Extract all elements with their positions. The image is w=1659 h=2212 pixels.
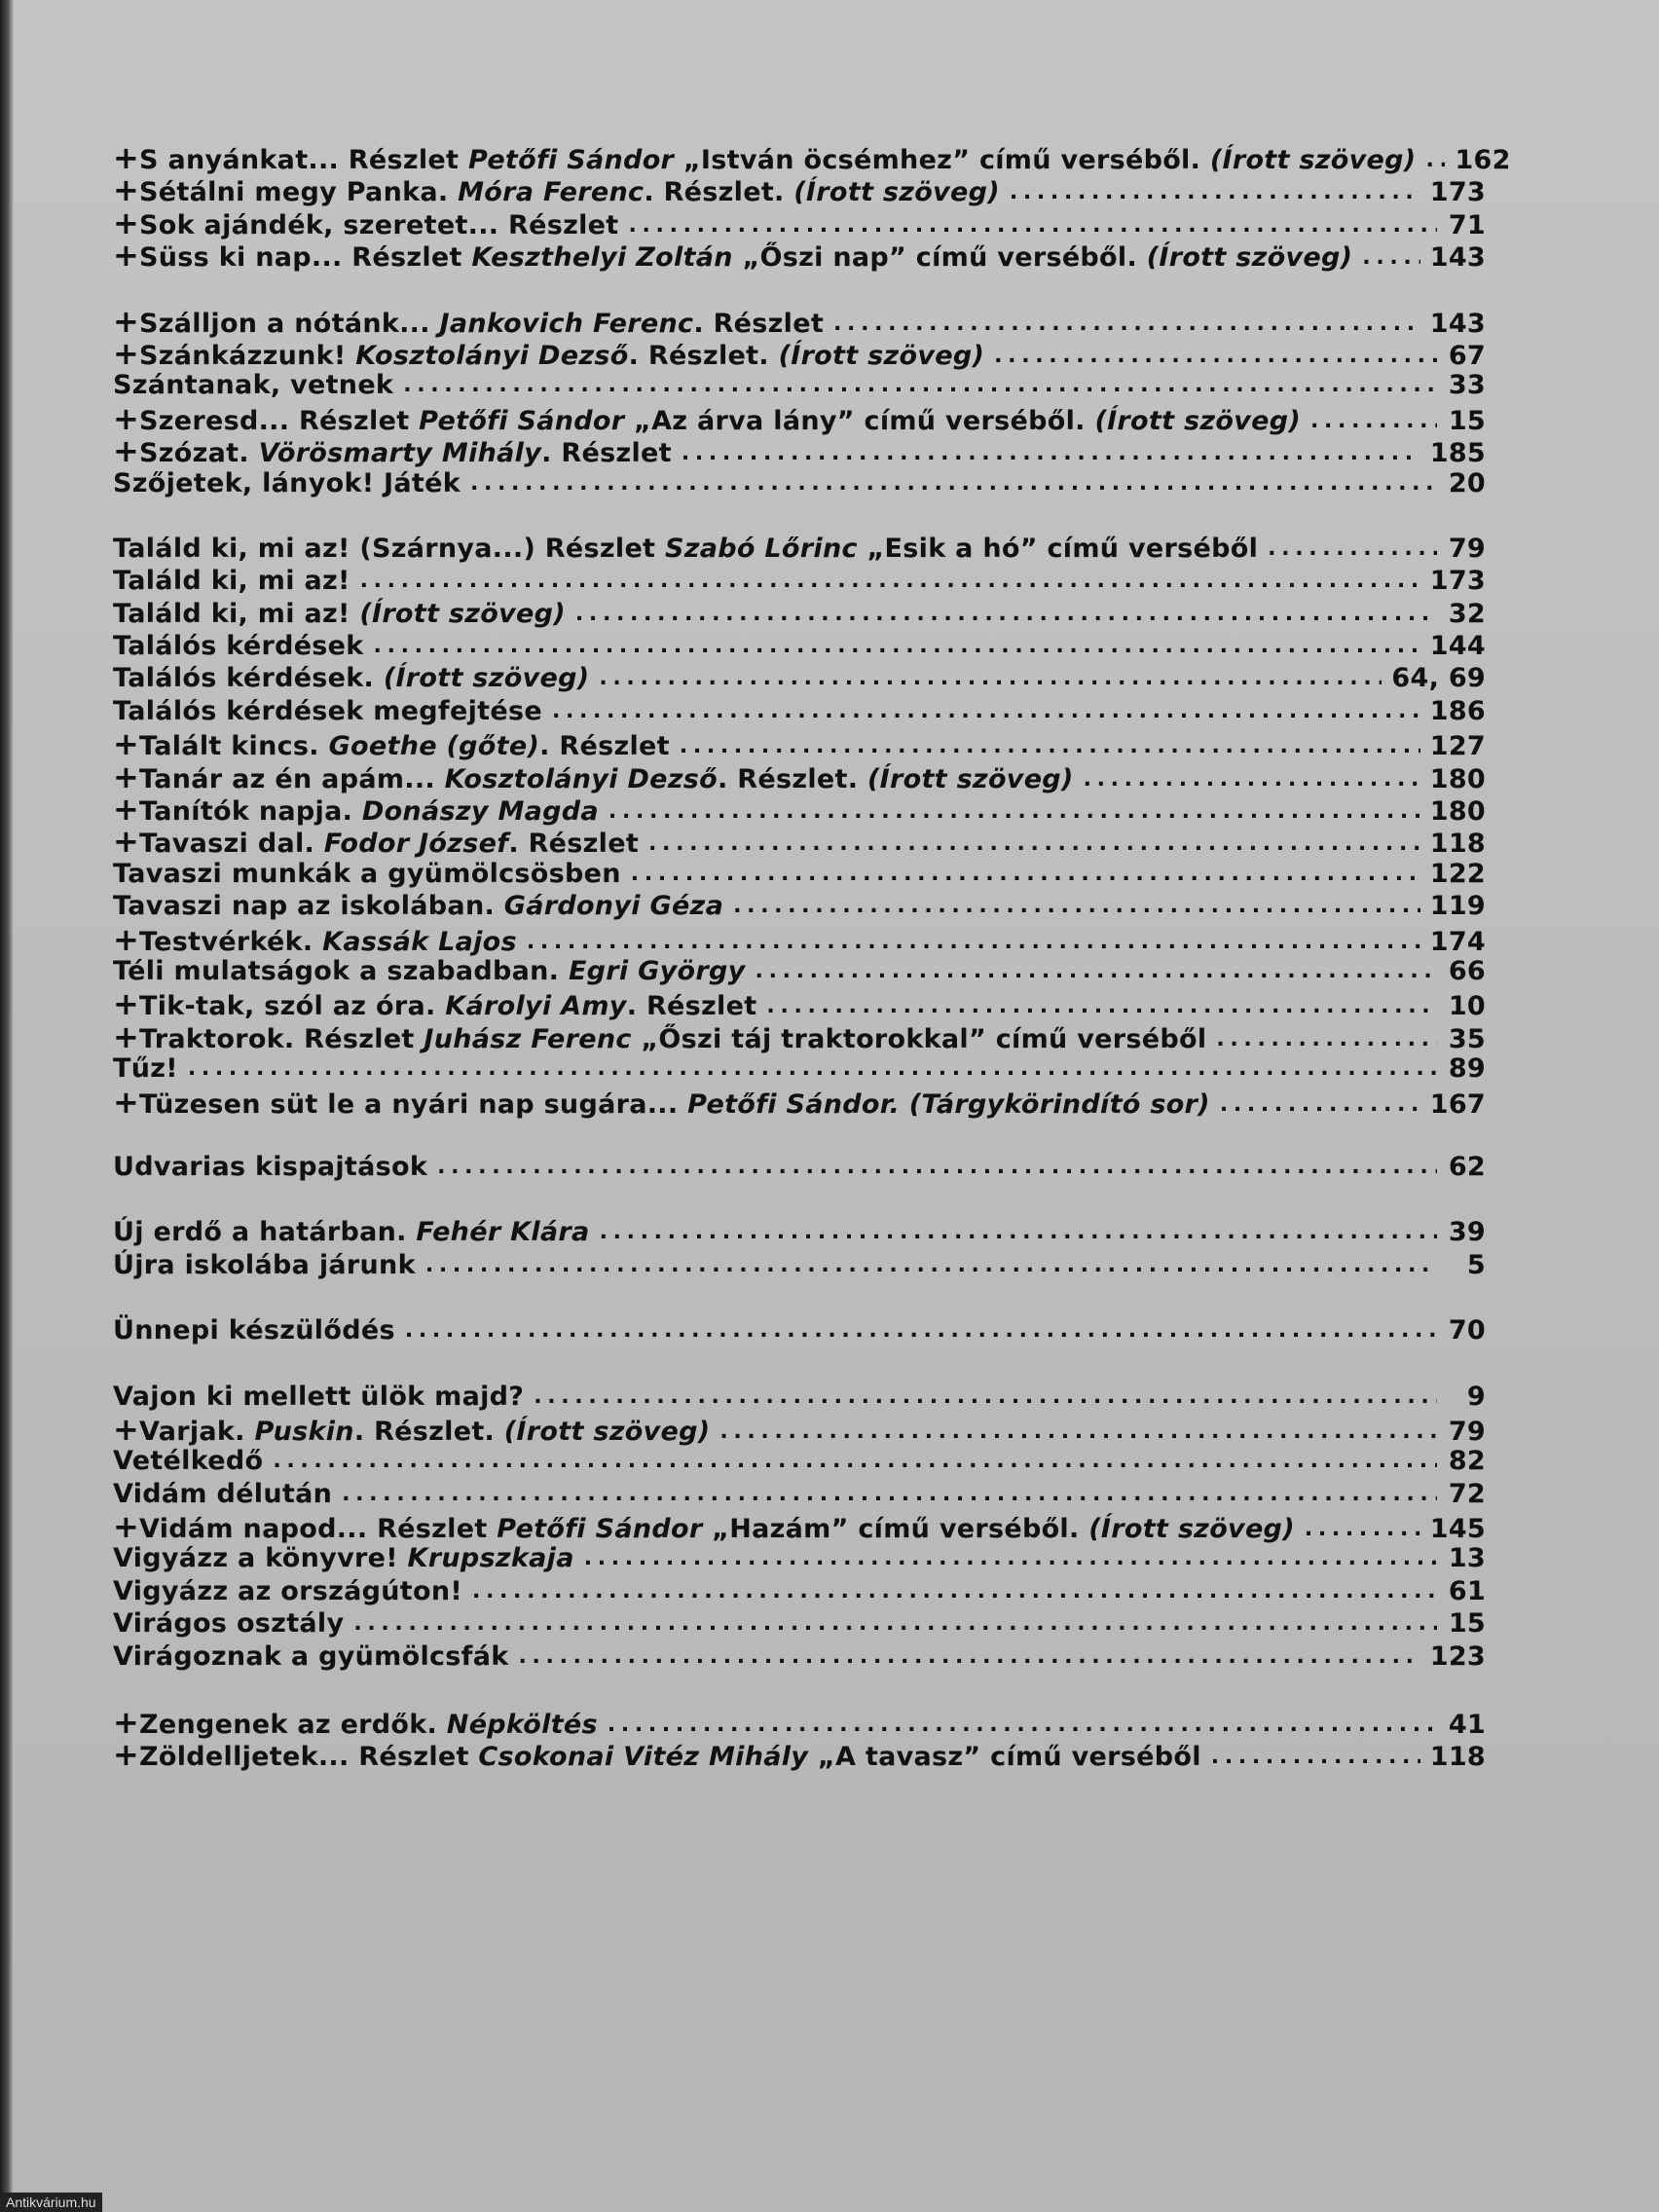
entry-title [113, 1053, 178, 1084]
dot-leader [719, 1415, 1437, 1445]
entry-italic-text: Goethe (gőte) [328, 731, 540, 762]
entry-italic-text: Gárdonyi Géza [503, 891, 724, 922]
index-entry [113, 1641, 1486, 1674]
entry-title [139, 731, 670, 761]
dot-leader [437, 1150, 1437, 1180]
entry-text: „Esik a hó” című verséből [857, 533, 1259, 564]
dot-leader [472, 1574, 1437, 1604]
index-entry [113, 1053, 1486, 1086]
entry-text: Vigyázz a könyvre! [113, 1543, 408, 1574]
entry-text: Találós kérdések megfejtése [113, 695, 542, 726]
entry-title [139, 829, 639, 859]
index-entry [113, 468, 1486, 500]
entry-title [113, 370, 393, 400]
entry-text: Találd ki, mi az! [113, 566, 350, 597]
page-number: 67 [1448, 340, 1486, 371]
entry-italic-text: Móra Ferenc [458, 177, 645, 208]
dot-leader [631, 857, 1420, 887]
entry-italic-text: (Írott szöveg) [1209, 145, 1417, 175]
entry-italic-text: Kosztolányi Dezső [355, 340, 629, 371]
page-number: 79 [1448, 533, 1486, 564]
entry-text: . Részlet. [628, 340, 779, 371]
dot-leader [1220, 1088, 1420, 1118]
index-entry [113, 1576, 1486, 1608]
index-entry [113, 1410, 1486, 1448]
entry-marker: + [113, 171, 140, 209]
entry-italic-text: Csokonai Vitéz Mihály [478, 1742, 809, 1773]
page-number: 39 [1448, 1217, 1486, 1248]
page-number: 123 [1429, 1641, 1486, 1672]
index-group [113, 534, 1486, 1119]
entry-title [139, 927, 517, 957]
index-entry [113, 171, 1486, 209]
index-entry [113, 1543, 1486, 1575]
page-number: 9 [1466, 1381, 1486, 1412]
page-number: 64, 69 [1391, 663, 1486, 694]
entry-marker: + [113, 823, 140, 861]
entry-text: . Részlet [539, 731, 670, 762]
page-number: 144 [1429, 631, 1486, 662]
entry-title [139, 1710, 598, 1740]
entry-title [139, 406, 1301, 436]
dot-leader [608, 794, 1420, 825]
entry-title [113, 891, 723, 921]
page-number: 33 [1448, 370, 1486, 401]
dot-leader [1211, 1740, 1420, 1770]
page-number: 5 [1466, 1249, 1486, 1280]
page-number: 186 [1429, 695, 1486, 726]
entry-text: Szálljon a nótánk... [139, 308, 440, 339]
entry-text: . Részlet [541, 438, 672, 469]
index-entry [113, 432, 1486, 470]
entry-italic-text: Vörösmarty Mihály [258, 438, 542, 469]
index-entry [113, 1508, 1486, 1546]
watermark: Antikvárium.hu [0, 2193, 102, 2212]
entry-title [113, 663, 589, 693]
entry-italic-text: Fodor József [323, 829, 509, 860]
entry-text: Vetélkedő [113, 1446, 264, 1477]
entry-text: Találd ki, mi az! (Szárnya...) Részlet [113, 533, 665, 564]
entry-title [113, 631, 364, 661]
entry-text: Virágos osztály [113, 1608, 345, 1640]
entry-title [139, 177, 1000, 207]
page-number: 185 [1429, 438, 1486, 469]
index-entry [113, 757, 1486, 795]
page-number: 145 [1429, 1514, 1486, 1545]
entry-text: Tűz! [113, 1053, 178, 1085]
index-entry [113, 1479, 1486, 1511]
entry-italic-text: (Írott szöveg) [359, 598, 566, 629]
entry-text: . Részlet [693, 308, 825, 339]
entry-text: „Hazám” című verséből. [702, 1514, 1089, 1545]
entry-title [113, 1152, 427, 1182]
page-binding-edge [0, 0, 14, 2212]
entry-title [113, 696, 542, 726]
entry-text: Traktorok. Részlet [139, 1023, 424, 1054]
entry-marker: + [113, 302, 140, 340]
dot-leader [527, 925, 1420, 955]
page-number: 35 [1448, 1023, 1486, 1054]
index-group [113, 1315, 1486, 1347]
entry-text: „Az árva lány” című verséből. [624, 405, 1095, 436]
index-entry [113, 920, 1486, 958]
page-number: 180 [1429, 796, 1486, 828]
index-entry [113, 599, 1486, 631]
dot-leader [425, 1248, 1437, 1278]
entry-title [113, 1446, 263, 1476]
entry-title [139, 145, 1416, 175]
entry-title [113, 1576, 462, 1606]
index-entry [113, 791, 1486, 829]
index-entry [113, 956, 1486, 988]
entry-title [113, 1543, 574, 1573]
dot-leader [188, 1051, 1437, 1082]
entry-title [139, 341, 984, 371]
entry-title [139, 1417, 710, 1447]
entry-italic-text: (Írott szöveg) [1094, 405, 1302, 436]
entry-marker: + [113, 1410, 140, 1448]
entry-title [113, 1382, 524, 1412]
entry-text: Tavaszi munkák a gyümölcsösben [113, 858, 621, 889]
entry-title [113, 859, 621, 889]
page-number: 173 [1429, 177, 1486, 208]
entry-italic-text: Petőfi Sándor [419, 405, 625, 436]
entry-marker: + [113, 1736, 140, 1774]
entry-italic-text: (Írott szöveg) [1088, 1514, 1295, 1545]
index-entry [113, 566, 1486, 598]
entry-marker: + [113, 1508, 140, 1546]
entry-text: „Őszi nap” című verséből. [732, 242, 1147, 274]
entry-italic-text: Donászy Magda [361, 796, 599, 828]
entry-text: Vigyázz az országúton! [113, 1575, 462, 1606]
entry-title [113, 1479, 332, 1509]
entry-text: „A tavasz” című verséből [808, 1742, 1201, 1773]
index-entry [113, 1017, 1486, 1055]
entry-text: Találós kérdések. [113, 663, 384, 694]
entry-marker: + [113, 203, 140, 241]
index-entry [113, 1152, 1486, 1184]
entry-text: Talált kincs. [139, 731, 329, 762]
page-number: 61 [1448, 1575, 1486, 1606]
dot-leader [360, 564, 1420, 594]
page-number: 79 [1448, 1416, 1486, 1447]
entry-italic-text: Petőfi Sándor. (Tárgykörindító sor) [687, 1088, 1210, 1120]
entry-italic-text: Kassák Lajos [322, 926, 517, 957]
entry-marker: + [113, 1083, 140, 1121]
dot-leader [403, 368, 1437, 398]
dot-leader [1305, 1512, 1420, 1542]
entry-italic-text: (Írott szöveg) [867, 763, 1074, 794]
entry-text: Vidám napod... Részlet [139, 1514, 498, 1545]
entry-text: S anyánkat... Részlet [139, 145, 468, 175]
entry-title [113, 599, 566, 629]
entry-text: Sétálni megy Panka. [139, 177, 459, 208]
entry-marker: + [113, 334, 140, 372]
entry-text: Újra iskolába járunk [113, 1249, 416, 1280]
entry-title [139, 242, 1352, 273]
index-entry [113, 399, 1486, 437]
entry-italic-text: Puskin [254, 1416, 354, 1447]
entry-text: Tüzesen süt le a nyári nap sugára... [139, 1088, 688, 1120]
entry-text: Új erdő a határban. [113, 1217, 417, 1248]
dot-leader [648, 827, 1420, 857]
entry-text: Tik-tak, szól az óra. [139, 991, 446, 1022]
index-entry [113, 631, 1486, 663]
entry-text: Szántanak, vetnek [113, 370, 394, 401]
dot-leader [599, 661, 1382, 691]
entry-italic-text: Keszthelyi Zoltán [471, 242, 733, 274]
dot-leader [994, 339, 1437, 369]
entry-text: Szánkázzunk! [139, 340, 356, 371]
entry-italic-text: Jankovich Ferenc [439, 308, 694, 339]
dot-leader [766, 989, 1437, 1019]
dot-leader [584, 1541, 1437, 1571]
entry-italic-text: (Írott szöveg) [778, 340, 985, 371]
index-entry [113, 985, 1486, 1023]
entry-marker: + [113, 920, 140, 958]
dot-leader [682, 436, 1420, 466]
entry-text: Testvérkék. [139, 926, 323, 957]
page-number: 119 [1429, 891, 1486, 922]
entry-text: . Részlet. [644, 177, 794, 208]
page-number: 173 [1429, 566, 1486, 597]
dot-leader [629, 208, 1437, 239]
dot-leader [534, 1380, 1437, 1410]
index-entry [113, 302, 1486, 340]
entry-italic-text: Népköltés [446, 1710, 598, 1741]
entry-title [139, 309, 824, 339]
entry-marker: + [113, 237, 140, 275]
index-entry [113, 1736, 1486, 1774]
entry-italic-text: (Írott szöveg) [1146, 242, 1353, 274]
entry-title [113, 1217, 590, 1247]
entry-italic-text: (Írott szöveg) [503, 1416, 711, 1447]
entry-text: Ünnepi készülődés [113, 1315, 395, 1346]
page-number: 89 [1448, 1053, 1486, 1085]
dot-leader [733, 889, 1420, 919]
index-entry [113, 696, 1486, 728]
index-entry [113, 1382, 1486, 1414]
index-group [113, 1382, 1486, 1675]
index-entry [113, 1250, 1486, 1282]
entry-title [113, 534, 1258, 564]
entry-marker: + [113, 757, 140, 795]
index-entry [113, 1704, 1486, 1742]
entry-text: . Részlet [508, 829, 640, 860]
entry-text: „Őszi táj traktorokkal” című verséből [631, 1023, 1207, 1054]
dot-leader [608, 1708, 1437, 1738]
entry-italic-text: (Írott szöveg) [793, 177, 1000, 208]
entry-title [139, 210, 619, 240]
entry-text: Szózat. [139, 438, 259, 469]
entry-marker: + [113, 985, 140, 1023]
entry-text: Vajon ki mellett ülök majd? [113, 1381, 525, 1412]
page-number: 41 [1448, 1710, 1486, 1741]
entry-title [139, 796, 599, 827]
index-entry [113, 1608, 1486, 1641]
dot-leader [342, 1477, 1437, 1507]
entry-italic-text: Szabó Lőrinc [664, 533, 858, 564]
index-entry [113, 1315, 1486, 1347]
entry-italic-text: Krupszkaja [407, 1543, 574, 1574]
entry-italic-text: Károlyi Amy [445, 991, 627, 1022]
dot-leader [1010, 175, 1420, 205]
page-number: 143 [1429, 308, 1486, 339]
page-number: 70 [1448, 1315, 1486, 1346]
dot-leader [1084, 762, 1420, 793]
page-number: 167 [1429, 1088, 1486, 1120]
index-entry [113, 823, 1486, 861]
index-entry [113, 237, 1486, 275]
index-group [113, 1217, 1486, 1282]
dot-leader [552, 694, 1420, 724]
entry-text: Tanár az én apám... [139, 763, 445, 794]
dot-leader [680, 729, 1420, 759]
entry-text: Zengenek az erdők. [139, 1710, 447, 1741]
entry-text: Varjak. [139, 1416, 255, 1447]
entry-marker: + [113, 139, 140, 176]
index-group [113, 302, 1486, 500]
page-number: 15 [1448, 1608, 1486, 1640]
dot-leader [1310, 404, 1437, 434]
dot-leader [470, 466, 1437, 497]
page-number: 71 [1448, 209, 1486, 240]
entry-title [113, 1315, 395, 1346]
index-entry [113, 334, 1486, 372]
alphabetical-index [113, 139, 1511, 1805]
entry-text: Tanítók napja. [139, 796, 362, 828]
page-number: 174 [1429, 926, 1486, 957]
index-group [113, 1704, 1486, 1774]
index-entry [113, 663, 1486, 695]
entry-italic-text: Kosztolányi Dezső [444, 763, 719, 794]
entry-text: . Részlet. [353, 1416, 504, 1447]
entry-marker: + [113, 1704, 140, 1742]
page-number: 118 [1429, 829, 1486, 860]
page-number: 32 [1448, 598, 1486, 629]
entry-marker: + [113, 432, 140, 470]
entry-text: Találós kérdések [113, 631, 364, 662]
page-number: 13 [1448, 1543, 1486, 1574]
entry-text: Zöldelljetek... Részlet [139, 1742, 479, 1773]
entry-text: Udvarias kispajtások [113, 1151, 428, 1182]
entry-title [139, 1514, 1295, 1544]
entry-title [139, 438, 672, 468]
entry-text: Tavaszi nap az iskolában. [113, 891, 504, 922]
entry-title [139, 1089, 1210, 1120]
dot-leader [600, 1215, 1437, 1245]
dot-leader [1216, 1022, 1437, 1052]
page-number: 118 [1429, 1742, 1486, 1773]
entry-italic-text: Petőfi Sándor [467, 145, 675, 175]
page-number: 10 [1448, 991, 1486, 1022]
entry-text: . Részlet. [718, 763, 867, 794]
dot-leader [519, 1640, 1420, 1670]
entry-title [113, 1641, 509, 1672]
page-number: 15 [1448, 405, 1486, 436]
index-group [113, 1152, 1486, 1184]
entry-title [113, 1608, 344, 1639]
dot-leader [833, 307, 1420, 337]
dot-leader [1362, 240, 1419, 271]
index-group [113, 139, 1511, 275]
entry-text: Találd ki, mi az! [113, 598, 360, 629]
entry-title [139, 1024, 1206, 1054]
entry-italic-text: Fehér Klára [416, 1217, 590, 1248]
page-number: 20 [1448, 467, 1486, 498]
entry-text: Virágoznak a gyümölcsfák [113, 1641, 509, 1672]
index-entry [113, 1217, 1486, 1249]
page-number: 180 [1429, 763, 1486, 794]
page-number: 62 [1448, 1151, 1486, 1182]
entry-text: Tavaszi dal. [139, 829, 324, 860]
page-number: 127 [1429, 731, 1486, 762]
entry-text: Sok ajándék, szeretet... Részlet [139, 209, 619, 240]
index-entry [113, 891, 1486, 923]
index-entry [113, 139, 1511, 176]
entry-text: Szőjetek, lányok! Játék [113, 467, 461, 498]
entry-text: „István öcsémhez” című verséből. [674, 145, 1210, 175]
entry-title [113, 1250, 416, 1280]
entry-text: . Részlet [626, 991, 757, 1022]
entry-text: Téli mulatságok a szabadban. [113, 955, 569, 986]
entry-title [113, 956, 746, 986]
entry-italic-text: Egri György [568, 955, 746, 986]
entry-italic-text: (Írott szöveg) [383, 663, 590, 694]
index-entry [113, 1446, 1486, 1478]
page-number: 122 [1429, 858, 1486, 889]
entry-text: Szeresd... Részlet [139, 405, 420, 436]
page-number: 72 [1448, 1478, 1486, 1509]
dot-leader [273, 1444, 1437, 1474]
index-entry [113, 370, 1486, 402]
page-number: 143 [1429, 242, 1486, 274]
entry-title [113, 566, 350, 596]
page-number: 162 [1455, 145, 1511, 175]
entry-marker: + [113, 725, 140, 763]
index-entry [113, 725, 1486, 763]
entry-title [139, 764, 1074, 794]
entry-text: Vidám délután [113, 1478, 333, 1509]
entry-italic-text: Juhász Ferenc [424, 1023, 632, 1054]
page-number: 82 [1448, 1446, 1486, 1477]
index-entry [113, 1083, 1486, 1121]
entry-title [113, 468, 461, 498]
dot-leader [374, 629, 1420, 659]
index-entry [113, 859, 1486, 891]
dot-leader [575, 597, 1437, 627]
dot-leader [1425, 143, 1445, 173]
entry-text: Süss ki nap... Részlet [139, 242, 472, 274]
page-number: 66 [1448, 955, 1486, 986]
entry-title [139, 1742, 1201, 1772]
entry-italic-text: Petőfi Sándor [497, 1514, 703, 1545]
index-entry [113, 534, 1486, 566]
dot-leader [353, 1606, 1437, 1637]
entry-marker: + [113, 1017, 140, 1055]
entry-title [139, 991, 756, 1021]
entry-marker: + [113, 791, 140, 829]
dot-leader [1268, 532, 1437, 562]
dot-leader [405, 1313, 1437, 1344]
index-entry [113, 203, 1486, 241]
entry-marker: + [113, 399, 140, 437]
dot-leader [756, 954, 1437, 984]
